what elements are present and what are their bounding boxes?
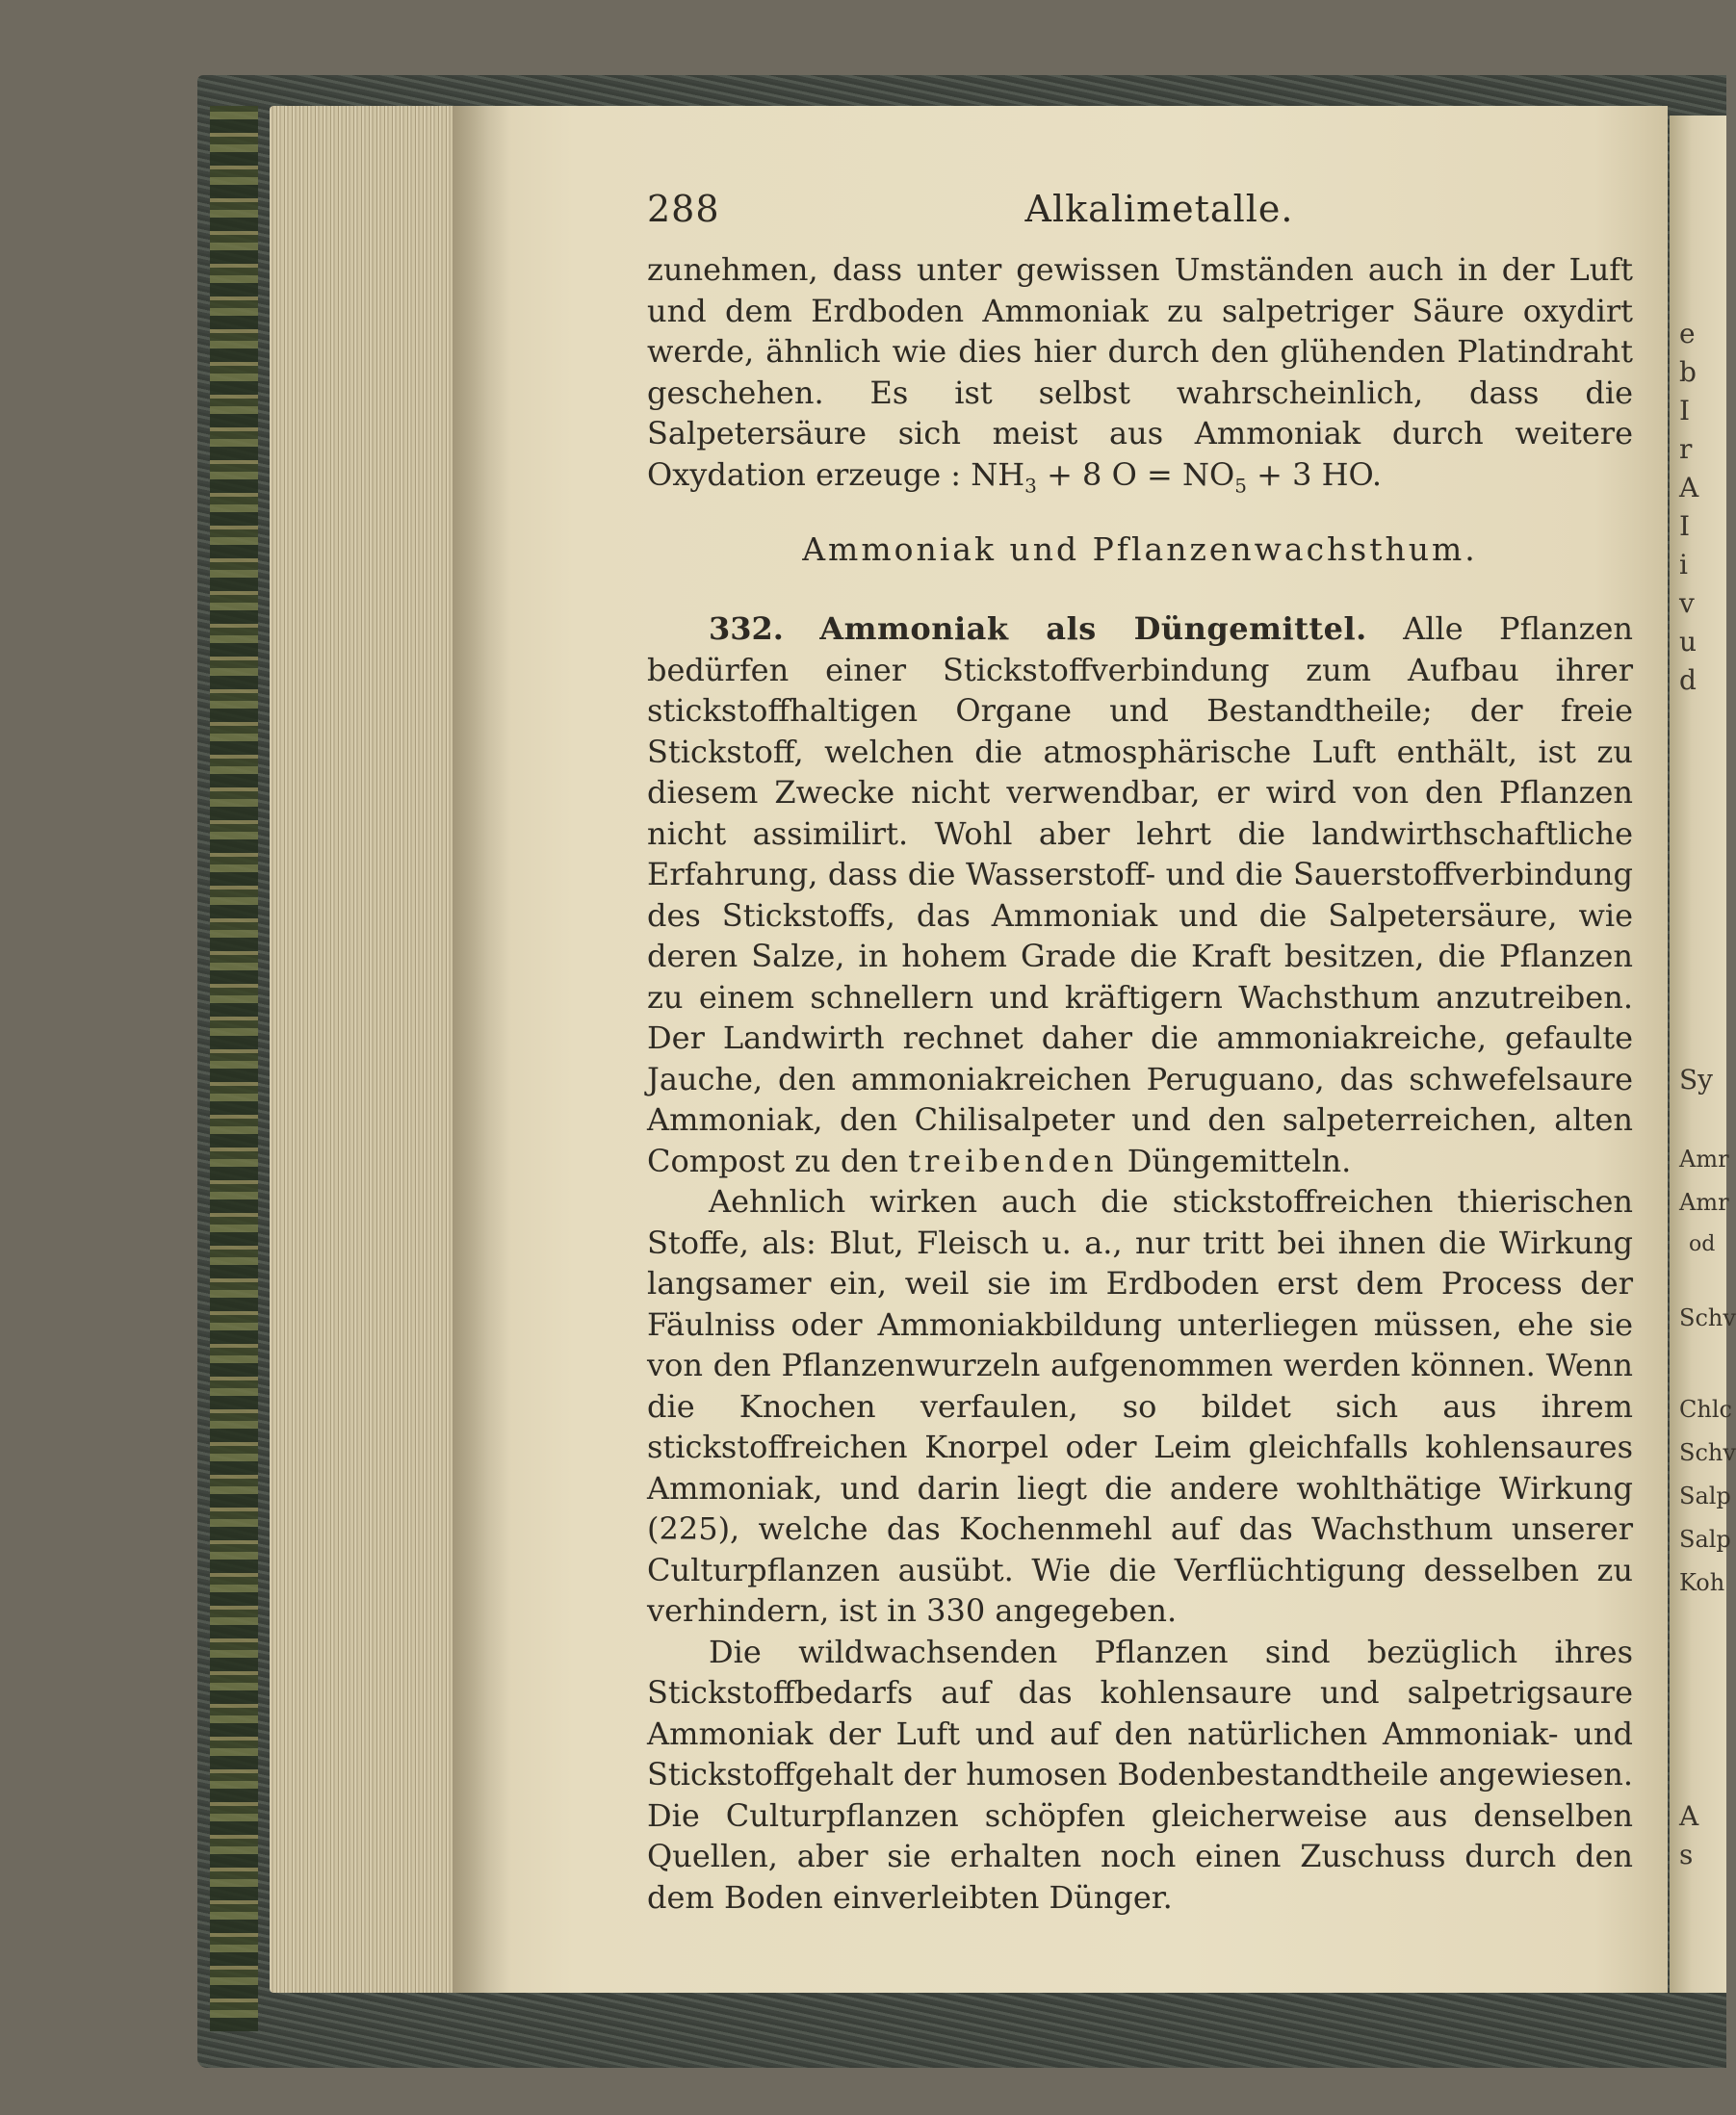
paragraph-332: [647, 608, 1633, 1181]
paragraph-text: Alle Pflanzen bedürfen einer Stickstoffverbindung zum Aufbau ihrer stickstoffhaltigen Organe und Bestandtheile; der freie Stickstoff, welchen die atmosphärische Luft enthält, ist zu diesem Zwecke nicht verwendbar, er wird von den Pflanzen nicht assimilirt. Wohl aber lehrt die landwirthschaftliche Erfahrung, dass die Wasserstoff- und die Sauerstoffverbindung des Stickstoffs, das Ammoniak und die Salpetersäure, wie deren Salze, in hohem Grade die Kraft besitzen, die Pflanzen zu einem schnellern und kräftigern Wachsthum anzutreiben. Der Landwirth rechnet daher die ammoniakreiche, gefaulte Jauche, den ammoniakreichen Peruguano, das schwefelsaure Ammoniak, den Chilisalpeter und den salpeterreichen, alten Compost zu den: [647, 610, 1634, 1179]
intro-text-3: + 3 HO.: [1246, 455, 1383, 493]
next-page-fragment: od: [1689, 1232, 1716, 1256]
next-page-fragment: Schv: [1679, 1304, 1736, 1331]
next-page-fragment: Koh: [1679, 1569, 1725, 1596]
paragraph-number: 332.: [709, 610, 784, 647]
next-page-fragment: Chlc: [1679, 1396, 1732, 1423]
next-page-fragment: Salp: [1679, 1483, 1731, 1509]
running-title: Alkalimetalle.: [1024, 188, 1294, 230]
paragraph-2: Aehnlich wirken auch die stickstoffreichen thierischen Stoffe, als: Blut, Fleisch u. a., nur tritt bei ihnen die Wirkung langsamer ein, weil sie im Erdboden erst dem Process der Fäulniss oder Ammoniakbildung unterliegen müssen, ehe sie von den Pflanzenwurzeln aufgenommen werden können. Wenn die Knochen verfaulen, so bildet sich aus ihrem stickstoffreichen Knorpel oder Leim gleichfalls kohlensaures Ammoniak, und darin liegt die andere wohlthätige Wirkung (225), welche das Kochenmehl auf das Wachsthum unserer Culturpflanzen ausübt. Wie die Verflüchtigung desselben zu verhindern, ist in 330 angegeben.: [647, 1183, 1633, 1629]
intro-text-1: zunehmen, dass unter gewissen Umständen auch in der Luft und dem Erdboden Ammoniak zu salpetriger Säure oxydirt werde, ähnlich wie dies hier durch den glühenden Platindraht geschehen. Es ist selbst wahrscheinlich, dass die Salpetersäure sich meist aus Ammoniak durch weitere Oxydation erzeuge : NH: [647, 251, 1633, 493]
next-page-fragment: A: [1679, 472, 1699, 503]
spaced-emphasis: treibenden: [908, 1142, 1118, 1179]
subscript: 5: [1234, 473, 1247, 497]
next-page-edge: [1670, 116, 1736, 1993]
book-spine: [210, 106, 258, 2031]
page-text: [647, 188, 1633, 1918]
section-heading: Ammoniak und Pflanzenwachsthum.: [802, 530, 1478, 568]
paragraph-text-end: Düngemitteln.: [1117, 1142, 1352, 1179]
intro-text-2: + 8 O = NO: [1036, 455, 1235, 493]
next-page-fragment: i: [1679, 549, 1688, 580]
page-number: 288: [647, 188, 720, 230]
next-page-fragment: Amr: [1679, 1146, 1729, 1173]
next-page-fragment: r: [1679, 433, 1693, 465]
next-page-fragment: e: [1679, 318, 1696, 349]
subscript: 3: [1024, 473, 1037, 497]
next-page-fragment: A: [1679, 1800, 1699, 1832]
next-page-fragment: Schv: [1679, 1439, 1736, 1466]
next-page-fragment: Amr: [1679, 1189, 1729, 1216]
next-page-fragment: u: [1679, 626, 1697, 658]
gutter-shadow: [453, 106, 510, 1993]
intro-paragraph: [647, 249, 1633, 495]
page-block-edges: [270, 106, 472, 1993]
next-page-fragment: v: [1679, 587, 1695, 619]
paragraph-3: Die wildwachsenden Pflanzen sind bezüglich ihres Stickstoffbedarfs auf das kohlensaure und salpetrigsaure Ammoniak der Luft und auf den natürlichen Ammoniak- und Stickstoffgehalt der humosen Bodenbestandtheile angewiesen. Die Culturpflanzen schöpfen gleicherweise aus denselben Quellen, aber sie erhalten noch einen Zuschuss durch den dem Boden einverleibten Dünger.: [647, 1633, 1633, 1916]
running-head: [647, 188, 1633, 249]
next-page-fragment: b: [1679, 356, 1697, 388]
next-page-fragment: I: [1679, 395, 1691, 426]
paragraph-title: Ammoniak als Düngemittel.: [819, 610, 1367, 647]
next-page-fragment: Salp: [1679, 1526, 1731, 1553]
next-page-fragment: d: [1679, 664, 1697, 696]
next-page-fragment: I: [1679, 510, 1691, 542]
next-page-fragment: Sy: [1679, 1064, 1713, 1096]
next-page-fragment: s: [1679, 1839, 1694, 1870]
